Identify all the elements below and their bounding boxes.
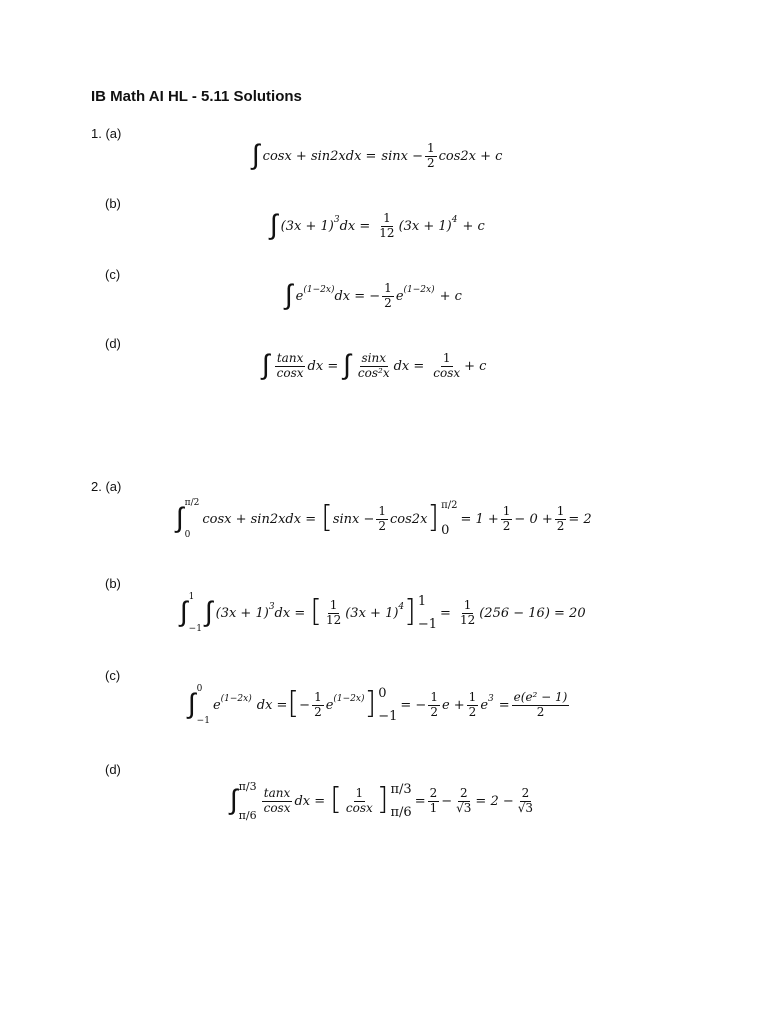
fraction: $\frac{1}{2}$ [502, 503, 511, 533]
fraction: $\frac{1}{2}$ [556, 503, 565, 533]
exponent: 4 [451, 215, 458, 226]
fraction: $\frac{1}{2}$ [378, 503, 387, 533]
result-part: (3x + 1) [398, 218, 452, 234]
equals-part: dx = [307, 358, 339, 374]
bracket-open: [ [310, 594, 322, 629]
exponent: 4 [398, 602, 405, 612]
integral-sign: ∫ [230, 783, 238, 816]
fraction: $\frac{1}{2}$ [426, 141, 435, 170]
fraction: $\frac{\sin x}{\text{cos²x}}$ [357, 351, 390, 380]
result-part: = − [400, 697, 427, 713]
result-part: = [440, 605, 451, 621]
integral-sign: ∫ [262, 348, 270, 382]
equation-1d [262, 348, 487, 382]
integrand-dx: dx = − [334, 288, 381, 304]
result-part: − 0 + [514, 511, 553, 527]
result-part: (256 − 16) = 20 [479, 605, 586, 621]
result-part: e + [441, 697, 465, 713]
equals-part: dx = [294, 793, 326, 809]
integrand: (3x + 1) [215, 605, 269, 621]
result-part: + c [462, 218, 485, 234]
result-part: = 2 − [475, 793, 514, 809]
result-part: sinx − [381, 148, 423, 164]
fraction: $\frac{2}{√3}$ [456, 785, 472, 815]
integral-sign: ∫ [270, 208, 278, 242]
integrand-dx: dx = [256, 697, 288, 713]
fraction: $\frac{1}{12}$ [379, 211, 395, 240]
integral-sign: ∫ [252, 138, 260, 172]
equation-1b [270, 208, 485, 242]
label-2c: (c) [105, 668, 121, 683]
exponent: (1−2x) [403, 285, 435, 296]
integral-sign: ∫ [285, 278, 293, 312]
integrand: e [212, 697, 221, 713]
integral-sign: ∫ [188, 687, 196, 720]
fraction: $\frac{2}{1}$ [429, 785, 438, 815]
evaluation-limits: π/3 π/6 [390, 782, 412, 820]
label-1a: 1. (a) [91, 126, 122, 141]
exponent: (1−2x) [333, 694, 365, 704]
label-1c: (c) [105, 267, 121, 282]
integrand-dx: dx = [339, 218, 371, 234]
result-part: e [480, 697, 489, 713]
equation-1a [252, 138, 503, 172]
antiderivative: (3x + 1) [345, 605, 399, 621]
integral-sign: ∫ [204, 595, 213, 628]
integral-sign: ∫ [343, 348, 351, 382]
equation-1c [285, 278, 462, 312]
integrand: cosx + sin2xdx = [202, 511, 317, 527]
integral-sign: ∫ [176, 501, 184, 534]
result-part: = [498, 697, 510, 713]
result-part: = 2 [568, 511, 592, 527]
bracket-close: ] [364, 686, 377, 721]
integral-limits: 0 −1 [196, 684, 210, 726]
integral-sign: ∫ [180, 595, 188, 628]
label-2b: (b) [105, 576, 121, 591]
integrand: cosx + sin2xdx = [262, 148, 377, 164]
bracket-close: ] [404, 594, 416, 629]
integrand: (3x + 1) [280, 218, 334, 234]
result-part: − [441, 793, 453, 809]
integral-limits: 1 −1 [188, 592, 202, 634]
bracket-open: [ [321, 500, 333, 535]
fraction: $\frac{\text{e(e² − 1)}}{2}$ [513, 689, 568, 719]
antiderivative: cos2x [390, 511, 428, 527]
equation-2b [180, 592, 586, 634]
bracket-open: [ [287, 686, 300, 721]
antiderivative: sinx − [332, 511, 375, 527]
fraction: $\frac{1}{12}$ [325, 597, 342, 627]
integral-limits: π/2 0 [184, 498, 200, 540]
exponent: (1−2x) [303, 285, 335, 296]
equals-part: dx = [393, 358, 425, 374]
fraction: $\frac{1}{2}$ [468, 689, 477, 719]
antiderivative: − [299, 697, 311, 713]
fraction: $\frac{\tan x}{\cos x}$ [276, 351, 304, 380]
exponent: (1−2x) [220, 694, 252, 704]
fraction: $\frac{\tan x}{\cos x}$ [263, 785, 291, 815]
bracket-close: ] [427, 500, 440, 535]
integral-limits: π/3 π/6 [238, 780, 257, 822]
result-part: e [395, 288, 404, 304]
bracket-open: [ [330, 782, 342, 817]
fraction: $\frac{1}{2}$ [384, 281, 392, 310]
fraction: $\frac{2}{√3}$ [517, 785, 534, 815]
equation-2c [188, 684, 571, 726]
page-title: IB Math AI HL - 5.11 Solutions [91, 88, 302, 105]
result-part: = 1 + [460, 511, 499, 527]
evaluation-limits: π/2 0 [441, 500, 458, 538]
result-part: cos2x + c [438, 148, 503, 164]
label-1d: (d) [105, 336, 121, 351]
integrand: e [295, 288, 304, 304]
evaluation-limits: 1 −1 [417, 594, 438, 632]
label-1b: (b) [105, 196, 121, 211]
fraction: $\frac{1}{12}$ [459, 597, 476, 627]
equation-2d [230, 780, 537, 822]
fraction: $\frac{1}{\cos x}$ [345, 785, 373, 815]
exponent: 3 [488, 694, 494, 704]
exponent: 3 [333, 215, 340, 226]
integrand-dx: dx = [274, 605, 306, 621]
exponent: 3 [268, 602, 275, 612]
equation-2a [176, 498, 592, 540]
evaluation-limits: 0 −1 [378, 686, 398, 724]
result-part: + c [439, 288, 462, 304]
result-part: + c [464, 358, 487, 374]
fraction: $\frac{1}{2}$ [314, 689, 322, 719]
bracket-close: ] [376, 782, 389, 817]
antiderivative: e [325, 697, 334, 713]
result-part: = [414, 793, 426, 809]
fraction: $\frac{1}{2}$ [430, 689, 438, 719]
fraction: $\frac{1}{\cos x}$ [433, 351, 461, 380]
label-2a: 2. (a) [91, 479, 122, 494]
label-2d: (d) [105, 762, 121, 777]
